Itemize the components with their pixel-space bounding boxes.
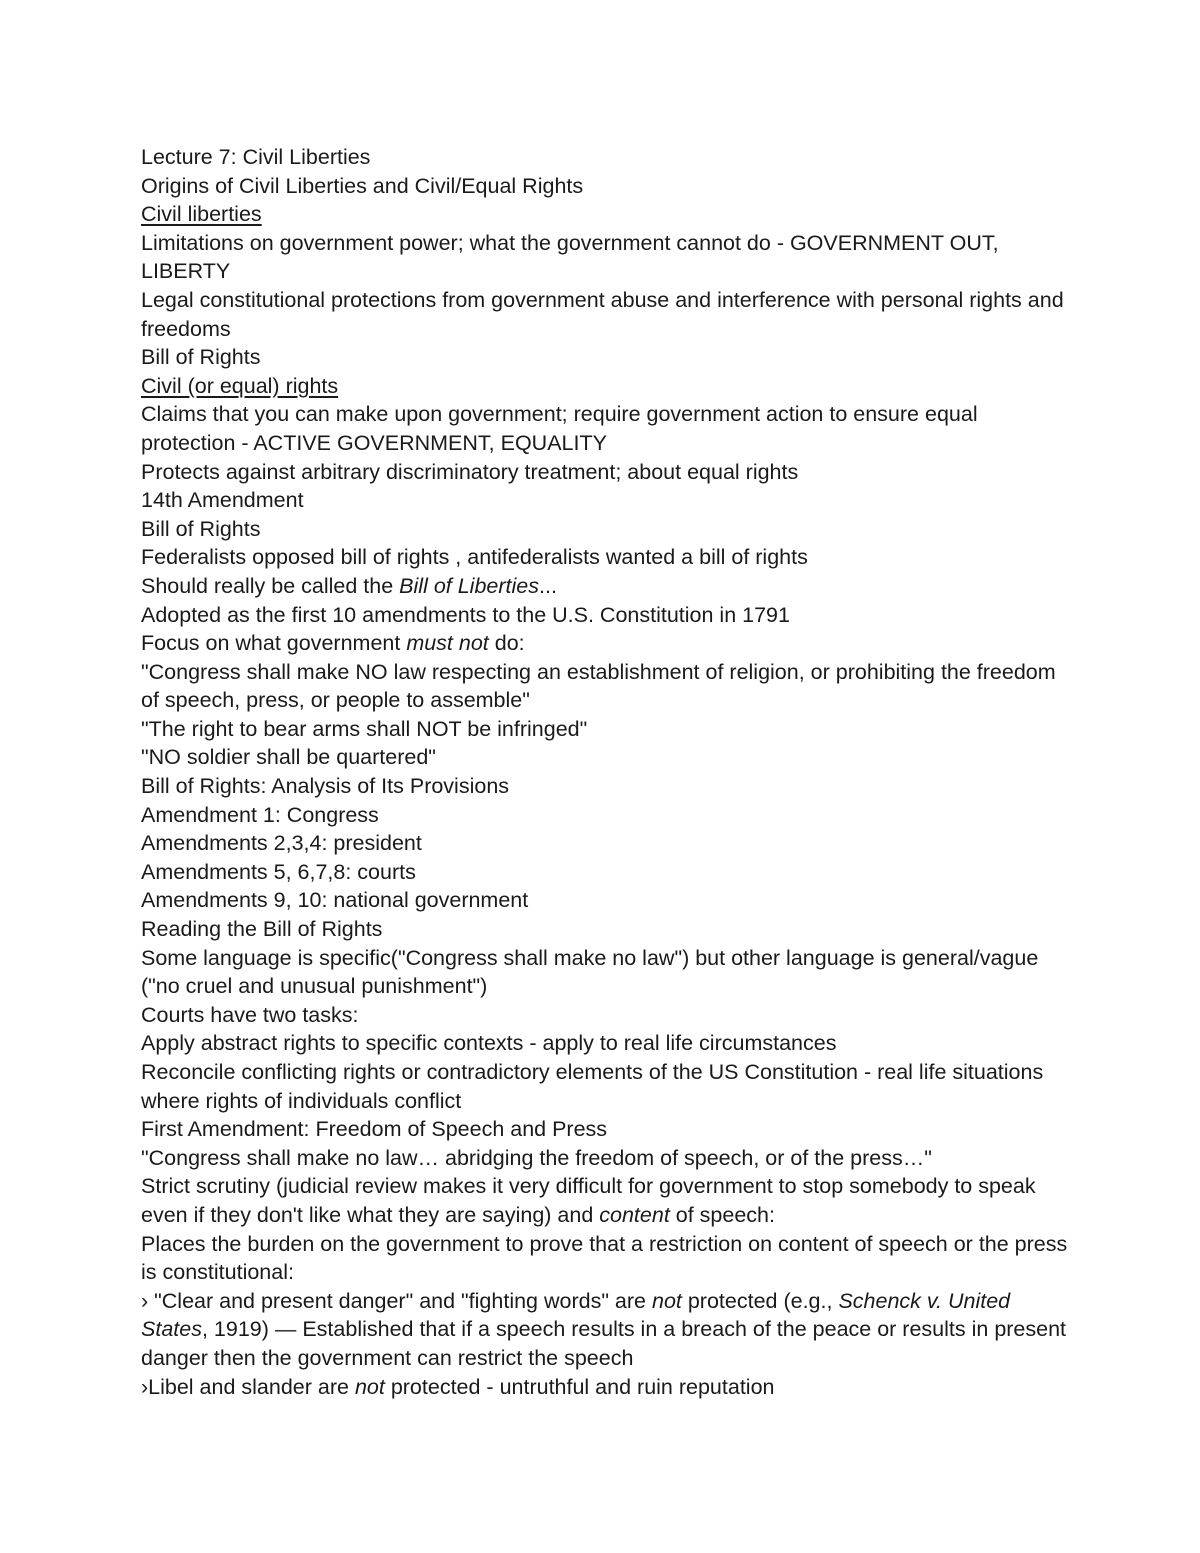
text-line (141, 515, 1071, 544)
text-span: protected (e.g., (681, 1288, 839, 1313)
text-line (141, 543, 1071, 572)
text-line (141, 229, 1071, 286)
text-line (141, 1001, 1071, 1030)
text-span: Apply abstract rights to specific contexts - apply to real life circumstances (141, 1031, 837, 1056)
text-span: Limitations on government power; what the government cannot do - GOVERNMENT OUT, LIBERTY (141, 230, 999, 284)
text-line (141, 601, 1071, 630)
text-line (141, 658, 1071, 715)
text-line (141, 1373, 1071, 1402)
text-span: , 1919) — Established that if a speech results in a breach of the peace or results in present danger then the government can restrict the speech (141, 1317, 1067, 1370)
text-span: ›Libel and slander are (141, 1374, 355, 1399)
text-span: Strict scrutiny (judicial review makes it very difficult for government to stop somebody to speak even if they don't like what they are saying) and (141, 1174, 1036, 1227)
text-span: Protects against arbitrary discriminatory treatment; about equal rights (141, 459, 799, 484)
text-line (141, 286, 1071, 343)
text-line (141, 1287, 1071, 1373)
text-line (141, 172, 1071, 201)
text-line (141, 915, 1071, 944)
text-line (141, 400, 1071, 457)
text-span: Reading the Bill of Rights (141, 917, 383, 942)
text-span: 14th Amendment (141, 488, 304, 513)
text-span: Civil (or equal) rights (141, 373, 339, 398)
text-line (141, 886, 1071, 915)
text-span: Reconcile conflicting rights or contradictory elements of the US Constitution - real life situations where rights of individuals conflict (141, 1060, 1044, 1113)
text-span: Focus on what government (141, 631, 407, 656)
section-heading (141, 372, 1071, 401)
text-span: Claims that you can make upon government; require government action to ensure equal protection - ACTIVE GOVERNMENT, EQUALITY (141, 402, 978, 455)
text-line (141, 458, 1071, 487)
text-span: Adopted as the first 10 amendments to the U.S. Constitution in 1791 (141, 602, 790, 627)
text-span: "Congress shall make NO law respecting an establishment of religion, or prohibiting the freedom of speech, press, or people to assemble" (141, 659, 1056, 713)
text-span: ... (539, 573, 557, 598)
text-line (141, 1115, 1071, 1144)
text-line (141, 1230, 1071, 1287)
text-line (141, 1029, 1071, 1058)
text-span: protected - untruthful and ruin reputation (384, 1374, 775, 1399)
text-line (141, 829, 1071, 858)
text-span: "Congress shall make no law… abridging the freedom of speech, or of the press…" (141, 1145, 932, 1170)
text-line (141, 743, 1071, 772)
text-line (141, 343, 1071, 372)
text-span: do: (488, 631, 525, 656)
text-span: Amendments 9, 10: national government (141, 888, 529, 913)
text-span: "NO soldier shall be quartered" (141, 745, 436, 770)
text-span: First Amendment: Freedom of Speech and Press (141, 1117, 608, 1142)
text-span: Amendments 2,3,4: president (141, 831, 422, 856)
text-line (141, 629, 1071, 658)
italic-text: not (354, 1374, 385, 1399)
text-span: Courts have two tasks: (141, 1002, 359, 1027)
italic-text: not (651, 1288, 682, 1313)
text-span: › "Clear and present danger" and "fighting words" are (141, 1288, 652, 1313)
text-span: Civil liberties (141, 202, 262, 227)
text-span: Lecture 7: Civil Liberties (141, 145, 371, 169)
text-line (141, 1172, 1071, 1229)
italic-text: Schenck v. United States (141, 1288, 1011, 1342)
italic-text: content (599, 1202, 670, 1227)
document-body (141, 143, 1071, 1401)
text-span: Amendments 5, 6,7,8: courts (141, 859, 416, 884)
text-span: Should really be called the (141, 573, 400, 598)
text-line (141, 1058, 1071, 1115)
text-line (141, 572, 1071, 601)
text-span: Places the burden on the government to prove that a restriction on content of speech or the press is constitutional: (141, 1231, 1068, 1285)
text-line (141, 801, 1071, 830)
text-span: Some language is specific("Congress shall make no law") but other language is general/vague ("no cruel and unusual punishment") (141, 945, 1039, 999)
italic-text: must not (406, 631, 489, 656)
text-span: "The right to bear arms shall NOT be infringed" (141, 716, 588, 741)
text-span: Bill of Rights (141, 516, 261, 541)
text-span: Federalists opposed bill of rights , antifederalists wanted a bill of rights (141, 545, 808, 570)
text-line (141, 944, 1071, 1001)
text-span: Origins of Civil Liberties and Civil/Equal Rights (141, 173, 584, 198)
text-line (141, 486, 1071, 515)
italic-text: Bill of Liberties (399, 573, 539, 598)
text-line (141, 858, 1071, 887)
section-heading (141, 200, 1071, 229)
text-span: Bill of Rights (141, 345, 261, 370)
text-line (141, 143, 1071, 172)
text-span: Legal constitutional protections from government abuse and interference with personal rights and freedoms (141, 287, 1064, 341)
text-line (141, 715, 1071, 744)
text-line (141, 772, 1071, 801)
text-span: Bill of Rights: Analysis of Its Provisions (141, 774, 510, 799)
text-line (141, 1144, 1071, 1173)
text-span: Amendment 1: Congress (141, 802, 379, 827)
text-span: of speech: (669, 1202, 775, 1227)
